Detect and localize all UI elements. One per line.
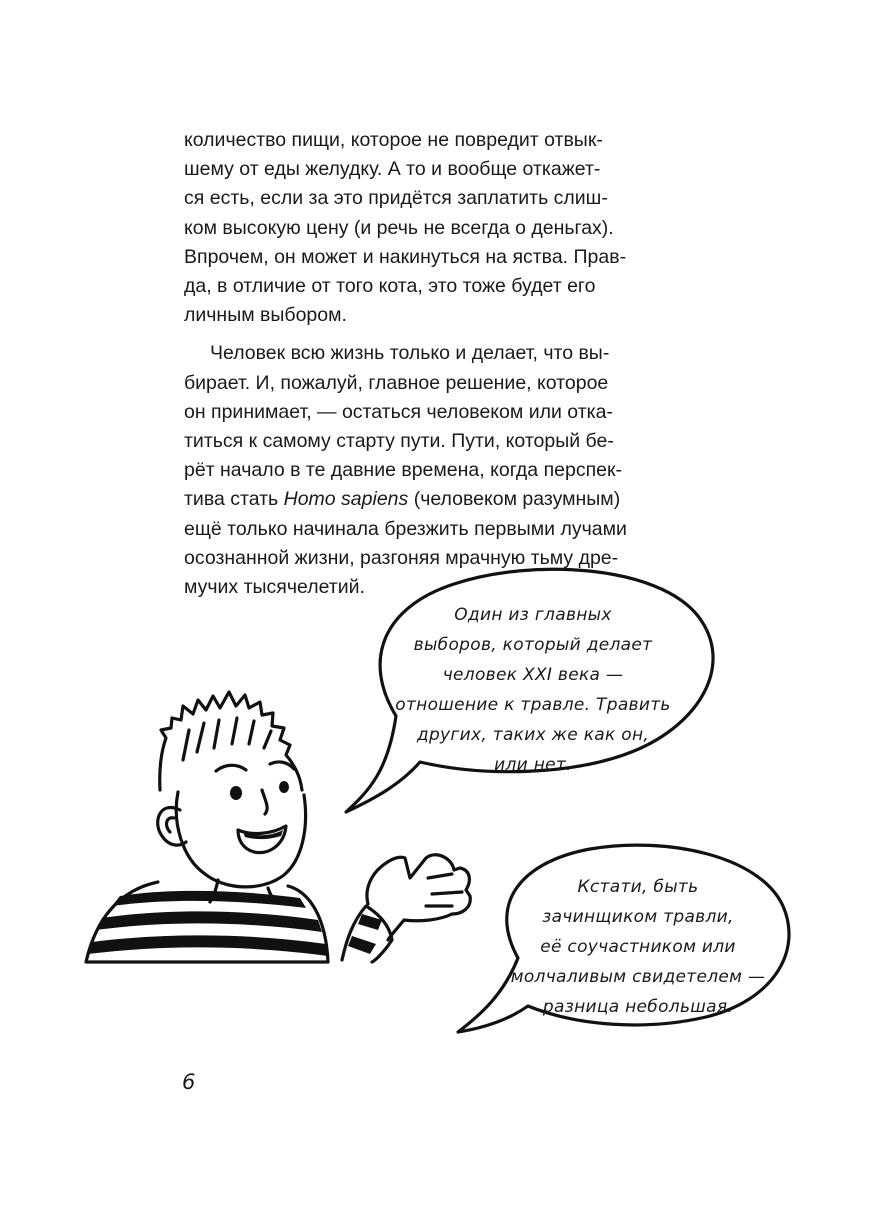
bubble-line: разница небольшая.	[542, 997, 734, 1017]
eye-right	[279, 781, 289, 793]
text-line: личным выбором.	[184, 304, 347, 327]
hair-detail	[183, 718, 271, 760]
bubble-line: других, таких же как он,	[416, 725, 650, 745]
text-line: рёт начало в те давние времена, когда перспек-	[184, 459, 622, 482]
speech-bubble-2-text	[503, 872, 773, 1022]
bubble-line: человек XXI века —	[442, 665, 624, 685]
speech-bubble-1-text	[378, 600, 688, 780]
text-fragment: тива стать	[184, 488, 284, 511]
text-fragment: (человеком разумным)	[408, 488, 621, 511]
text-line: Человек всю жизнь только и делает, что вы-	[210, 342, 610, 365]
text-line: осознанной жизни, разгоняя мрачную тьму дре-	[184, 546, 619, 569]
finger-lines	[426, 874, 462, 906]
mouth	[238, 826, 286, 853]
hand-outline	[367, 855, 470, 940]
text-line: количество пищи, которое не повредит отвык-	[184, 129, 603, 151]
shirt-stripe	[88, 935, 328, 956]
eye-left	[230, 786, 242, 800]
nose	[262, 790, 267, 814]
text-line: шему от еды желудку. А то и вообще откажет-	[184, 158, 601, 181]
bubble-line: молчаливым свидетелем —	[510, 967, 766, 987]
text-line: ещё только начинала брезжить первыми лучами	[184, 517, 627, 540]
hair-outline	[160, 692, 302, 790]
eyebrow-left	[216, 765, 246, 771]
sleeve-stripe	[348, 936, 376, 954]
text-line: ком высокую цену (и речь не всегда о деньгах).	[184, 216, 614, 239]
bubble-line: отношение к травле. Травить	[395, 695, 671, 715]
bubble-line: зачинщиком травли,	[542, 907, 734, 927]
italic-term: Homo sapiens	[283, 488, 409, 511]
shirt-stripe	[112, 891, 306, 908]
bubble-line: выборов, который делает	[413, 635, 653, 655]
bubble-line: или нет.	[494, 755, 572, 775]
bubble-line: Кстати, быть	[577, 877, 699, 897]
text-line: он принимает, — остаться человеком или отка-	[184, 400, 613, 423]
shirt-stripe	[96, 911, 322, 932]
bubble-line: Один из главных	[454, 605, 612, 625]
ear-detail	[167, 818, 174, 832]
sleeve-outline	[342, 906, 392, 962]
page-number: 6	[182, 1070, 196, 1094]
text-line: титься к самому старту пути. Пути, который бе-	[184, 430, 614, 453]
text-line: бирает. И, пожалуй, главное решение, которое	[184, 371, 609, 394]
text-line: Впрочем, он может и накинуться на яства. Прав-	[184, 245, 627, 268]
text-line: ся есть, если за это придётся заплатить слиш-	[184, 187, 608, 210]
text-line: да, в отличие от того кота, это тоже будет его	[184, 275, 596, 298]
bubble-line: её соучастником или	[540, 937, 736, 957]
text-line: мучих тысячелетий.	[184, 576, 365, 599]
